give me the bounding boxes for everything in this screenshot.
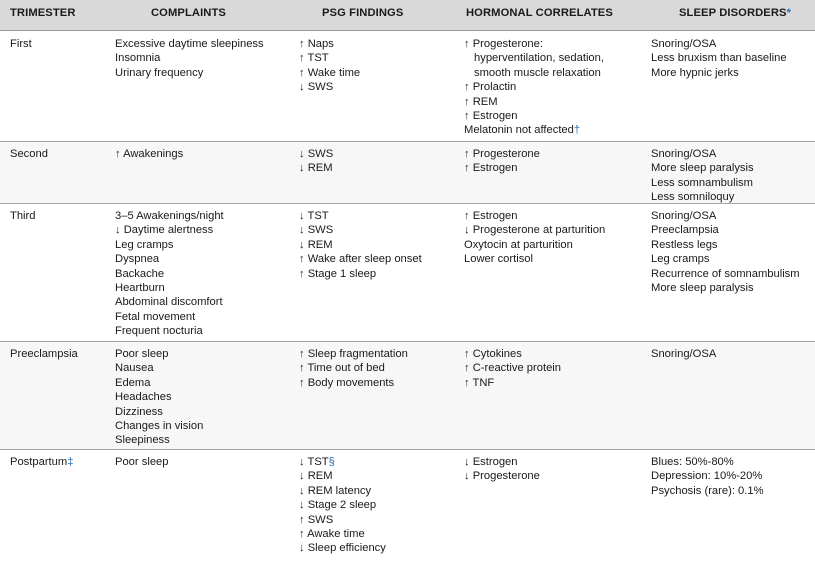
complaints-text: Poor sleep xyxy=(115,456,169,468)
psg-findings-text: ↑ Wake after sleep onset xyxy=(299,253,422,266)
complaints-text: Abdominal discomfort xyxy=(115,296,223,309)
sleep-disorders-text: Less bruxism than baseline xyxy=(651,52,787,65)
complaints-line xyxy=(115,405,203,419)
hormonal-correlates-line xyxy=(464,51,604,65)
hormonal-correlates-line xyxy=(464,66,604,80)
sleep-disorders-line xyxy=(651,209,800,223)
complaints-line xyxy=(115,376,203,390)
psg-findings-line xyxy=(299,498,386,512)
complaints-text: Heartburn xyxy=(115,282,165,295)
sleep-disorders-text: Psychosis (rare): 0.1% xyxy=(651,484,764,497)
hormonal-correlates-line xyxy=(464,238,605,252)
psg-findings-text: ↓ SWS xyxy=(299,81,334,94)
hormonal-correlates-line xyxy=(464,147,540,161)
cell-sleep-disorders xyxy=(651,209,800,295)
sleep-disorders-text: Leg cramps xyxy=(651,253,710,266)
psg-findings-line xyxy=(299,455,386,469)
complaints-text: Dyspnea xyxy=(115,253,160,266)
complaints-text: 3–5 Awakenings/night xyxy=(115,210,224,222)
row-divider xyxy=(0,141,815,142)
complaints-text: Changes in vision xyxy=(115,420,204,433)
complaints-text: Fetal movement xyxy=(115,310,196,323)
sleep-disorders-line xyxy=(651,469,764,483)
complaints-line xyxy=(115,361,203,375)
psg-findings-line xyxy=(299,267,422,281)
sleep-disorders-text: Blues: 50%-80% xyxy=(651,456,734,468)
complaints-line xyxy=(115,147,183,161)
table-row-preeclampsia xyxy=(0,341,815,449)
cell-hormonal-correlates xyxy=(464,37,604,138)
psg-findings-text: ↑ Naps xyxy=(299,38,334,50)
hormonal-correlates-line xyxy=(464,109,604,123)
complaints-line xyxy=(115,390,203,404)
complaints-text: Nausea xyxy=(115,362,154,375)
sleep-disorders-text: Preeclampsia xyxy=(651,224,719,237)
sleep-disorders-line xyxy=(651,176,754,190)
psg-findings-line xyxy=(299,252,422,266)
psg-findings-text: ↑ Wake time xyxy=(299,66,361,79)
complaints-line xyxy=(115,252,224,266)
hormonal-correlates-line xyxy=(464,123,604,137)
psg-findings-text: ↑ Time out of bed xyxy=(299,362,385,375)
complaints-text: Edema xyxy=(115,376,151,389)
complaints-text: Excessive daytime sleepiness xyxy=(115,38,264,50)
header-sleep-disorders-mark: * xyxy=(786,7,792,19)
psg-findings-line xyxy=(299,80,360,94)
psg-findings-text: ↑ SWS xyxy=(299,513,334,526)
psg-findings-line xyxy=(299,527,386,541)
trimester-text: First xyxy=(10,38,32,50)
cell-sleep-disorders xyxy=(651,347,716,361)
psg-findings-text: ↓ REM xyxy=(299,470,333,483)
trimester-text: Preeclampsia xyxy=(10,348,78,360)
cell-complaints xyxy=(115,147,183,161)
row-divider xyxy=(0,203,815,204)
complaints-text: Headaches xyxy=(115,391,172,404)
cell-psg-findings xyxy=(299,37,360,95)
trimester-label xyxy=(10,147,48,161)
sleep-disorders-text: Restless legs xyxy=(651,238,718,251)
complaints-line xyxy=(115,295,224,309)
hormonal-correlates-text: ↑ TNF xyxy=(464,376,495,389)
complaints-line xyxy=(115,455,169,469)
hormonal-correlates-text: ↑ Estrogen xyxy=(464,110,518,123)
complaints-line xyxy=(115,51,264,65)
hormonal-correlates-text: ↑ Progesterone: xyxy=(464,38,543,50)
hormonal-correlates-line xyxy=(464,455,540,469)
psg-findings-line xyxy=(299,376,408,390)
cell-trimester xyxy=(10,147,48,161)
hormonal-correlates-text: Melatonin not affected xyxy=(464,124,574,137)
complaints-line xyxy=(115,37,264,51)
hormonal-correlates-text: ↑ Cytokines xyxy=(464,348,522,360)
footnote-mark: † xyxy=(573,124,581,137)
hormonal-correlates-text: ↓ Estrogen xyxy=(464,456,518,468)
cell-sleep-disorders xyxy=(651,147,754,205)
complaints-line xyxy=(115,310,224,324)
cell-trimester xyxy=(10,37,32,51)
table-row-postpartum xyxy=(0,449,815,561)
psg-findings-line xyxy=(299,37,360,51)
hormonal-correlates-text: Oxytocin at parturition xyxy=(464,238,573,251)
complaints-text: Dizziness xyxy=(115,405,163,418)
table-row-first xyxy=(0,31,815,141)
header-sleep-disorders xyxy=(679,7,791,19)
psg-findings-line xyxy=(299,361,408,375)
hormonal-correlates-line xyxy=(464,223,605,237)
complaints-text: ↑ Awakenings xyxy=(115,148,184,160)
trimester-label xyxy=(10,455,73,469)
psg-findings-text: ↓ TST xyxy=(299,210,329,222)
cell-psg-findings xyxy=(299,347,408,390)
cell-psg-findings xyxy=(299,147,333,176)
cell-hormonal-correlates xyxy=(464,209,605,267)
psg-findings-text: ↓ Sleep efficiency xyxy=(299,542,386,555)
psg-findings-line xyxy=(299,51,360,65)
sleep-disorders-line xyxy=(651,147,754,161)
sleep-disorders-text: Less somnambulism xyxy=(651,176,753,189)
sleep-disorders-text: Recurrence of somnambulism xyxy=(651,267,800,280)
psg-findings-line xyxy=(299,347,408,361)
complaints-line xyxy=(115,281,224,295)
sleep-disorders-text: Snoring/OSA xyxy=(651,38,717,50)
psg-findings-line xyxy=(299,209,422,223)
hormonal-correlates-text: ↑ REM xyxy=(464,95,498,108)
sleep-disorders-text: More hypnic jerks xyxy=(651,66,739,79)
psg-findings-text: ↑ Sleep fragmentation xyxy=(299,348,408,360)
complaints-text: Frequent nocturia xyxy=(115,325,203,338)
psg-findings-line xyxy=(299,66,360,80)
hormonal-correlates-line xyxy=(464,80,604,94)
trimester-text: Postpartum xyxy=(10,456,68,468)
sleep-disorders-line xyxy=(651,252,800,266)
hormonal-correlates-text: Lower cortisol xyxy=(464,253,534,266)
psg-findings-text: ↑ TST xyxy=(299,52,329,65)
psg-findings-text: ↓ TST xyxy=(299,456,329,468)
psg-findings-line xyxy=(299,513,386,527)
hormonal-correlates-line xyxy=(464,361,561,375)
hormonal-correlates-text: ↑ Progesterone xyxy=(464,148,540,160)
psg-findings-line xyxy=(299,484,386,498)
cell-complaints xyxy=(115,209,224,339)
psg-findings-text: ↑ Awake time xyxy=(299,528,365,541)
hormonal-correlates-line xyxy=(464,376,561,390)
cell-hormonal-correlates xyxy=(464,347,561,390)
sleep-disorders-text: More sleep paralysis xyxy=(651,282,754,295)
trimester-label xyxy=(10,209,36,223)
complaints-text: Backache xyxy=(115,267,165,280)
hormonal-correlates-line xyxy=(464,469,540,483)
sleep-disorders-text: Depression: 10%-20% xyxy=(651,470,763,483)
psg-findings-text: ↓ Stage 2 sleep xyxy=(299,499,377,512)
complaints-line xyxy=(115,419,203,433)
header-complaints: COMPLAINTS xyxy=(151,7,226,19)
trimester-label xyxy=(10,347,78,361)
sleep-disorders-line xyxy=(651,347,716,361)
complaints-line xyxy=(115,324,224,338)
row-divider xyxy=(0,341,815,342)
sleep-disorders-text: Snoring/OSA xyxy=(651,348,717,360)
sleep-disorders-line xyxy=(651,223,800,237)
footnote-mark: § xyxy=(328,456,335,468)
sleep-disorders-line xyxy=(651,238,800,252)
psg-findings-text: ↓ REM xyxy=(299,162,333,175)
complaints-line xyxy=(115,66,264,80)
psg-findings-line xyxy=(299,147,333,161)
sleep-disorders-text: Snoring/OSA xyxy=(651,210,717,222)
cell-psg-findings xyxy=(299,209,422,281)
psg-findings-line xyxy=(299,238,422,252)
header-psg-findings: PSG FINDINGS xyxy=(322,7,404,19)
cell-sleep-disorders xyxy=(651,37,787,80)
hormonal-correlates-line xyxy=(464,37,604,51)
sleep-disorders-line xyxy=(651,37,787,51)
hormonal-correlates-text: smooth muscle relaxation xyxy=(474,66,601,79)
psg-findings-line xyxy=(299,541,386,555)
complaints-line xyxy=(115,238,224,252)
psg-findings-text: ↓ SWS xyxy=(299,224,334,237)
footnote-mark: ‡ xyxy=(67,456,74,468)
sleep-disorders-text: More sleep paralysis xyxy=(651,162,754,175)
psg-findings-text: ↓ SWS xyxy=(299,148,334,160)
complaints-line xyxy=(115,433,203,447)
hormonal-correlates-text: ↑ Estrogen xyxy=(464,210,518,222)
cell-trimester xyxy=(10,347,78,361)
psg-findings-text: ↓ REM latency xyxy=(299,484,372,497)
psg-findings-line xyxy=(299,223,422,237)
header-trimester: TRIMESTER xyxy=(10,7,76,19)
header-sleep-disorders-label: SLEEP DISORDERS xyxy=(679,7,787,19)
hormonal-correlates-line xyxy=(464,161,540,175)
sleep-disorders-line xyxy=(651,267,800,281)
hormonal-correlates-line xyxy=(464,209,605,223)
cell-hormonal-correlates xyxy=(464,147,540,176)
trimester-label xyxy=(10,37,32,51)
complaints-text: Urinary frequency xyxy=(115,66,204,79)
sleep-disorders-line xyxy=(651,66,787,80)
cell-trimester xyxy=(10,209,36,223)
hormonal-correlates-line xyxy=(464,95,604,109)
sleep-disorders-line xyxy=(651,484,764,498)
table-header xyxy=(0,0,815,31)
complaints-line xyxy=(115,267,224,281)
psg-findings-text: ↓ REM xyxy=(299,238,333,251)
table-row-second xyxy=(0,141,815,203)
sleep-disorders-line xyxy=(651,161,754,175)
hormonal-correlates-text: ↑ Estrogen xyxy=(464,162,518,175)
sleep-disorders-line xyxy=(651,51,787,65)
complaints-text: Poor sleep xyxy=(115,348,169,360)
sleep-disorders-text: Less somniloquy xyxy=(651,191,735,204)
cell-psg-findings xyxy=(299,455,386,556)
complaints-line xyxy=(115,209,224,223)
hormonal-correlates-line xyxy=(464,347,561,361)
psg-findings-text: ↑ Body movements xyxy=(299,376,395,389)
complaints-text: ↓ Daytime alertness xyxy=(115,224,214,237)
trimester-text: Third xyxy=(10,210,36,222)
trimester-text: Second xyxy=(10,148,48,160)
complaints-line xyxy=(115,223,224,237)
hormonal-correlates-text: ↓ Progesterone at parturition xyxy=(464,224,606,237)
cell-trimester xyxy=(10,455,73,469)
sleep-disorders-text: Snoring/OSA xyxy=(651,148,717,160)
complaints-text: Sleepiness xyxy=(115,434,170,447)
hormonal-correlates-text: ↑ C-reactive protein xyxy=(464,362,561,375)
hormonal-correlates-line xyxy=(464,252,605,266)
cell-complaints xyxy=(115,455,169,469)
psg-findings-line xyxy=(299,161,333,175)
hormonal-correlates-text: ↓ Progesterone xyxy=(464,470,540,483)
row-divider xyxy=(0,449,815,450)
psg-findings-text: ↑ Stage 1 sleep xyxy=(299,267,377,280)
hormonal-correlates-text: ↑ Prolactin xyxy=(464,81,517,94)
complaints-text: Leg cramps xyxy=(115,238,174,251)
complaints-line xyxy=(115,347,203,361)
header-hormonal-correlates: HORMONAL CORRELATES xyxy=(466,7,613,19)
table-row-third xyxy=(0,203,815,341)
cell-hormonal-correlates xyxy=(464,455,540,484)
sleep-disorders-line xyxy=(651,281,800,295)
cell-complaints xyxy=(115,37,264,80)
hormonal-correlates-text: hyperventilation, sedation, xyxy=(474,52,604,65)
sleep-disorders-line xyxy=(651,455,764,469)
psg-findings-line xyxy=(299,469,386,483)
complaints-text: Insomnia xyxy=(115,52,161,65)
cell-complaints xyxy=(115,347,203,448)
cell-sleep-disorders xyxy=(651,455,764,498)
